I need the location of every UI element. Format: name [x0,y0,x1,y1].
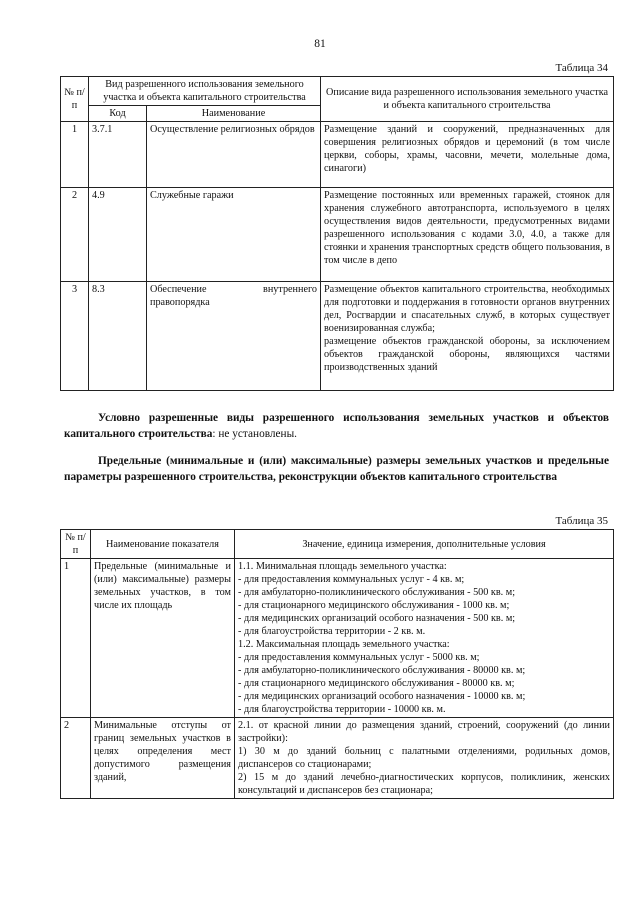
t35-row2-value [235,718,614,799]
t35-row1-value [235,559,614,718]
t35-row1-num: 1 [61,559,91,718]
list-item: - для медицинских организаций особого назначения - 500 кв. м; [238,613,516,624]
list-item: - для амбулаторно-поликлинического обслуживания - 500 кв. м; [238,587,516,598]
page-number: 81 [314,38,326,50]
t35-row1-name: Предельные (минимальные и (или) максимальные) размеры земельных участков, в том числе их площадь [91,559,235,718]
t34-row3-num: 3 [61,282,89,391]
t34-row3-name: Обеспечение внутреннего правопорядка [147,282,321,391]
t34-row2-name: Служебные гаражи [147,188,321,282]
table-row [61,282,614,391]
table-row [61,188,614,282]
t34-header-name: Наименование [147,106,321,122]
table-row [61,559,614,718]
list-item: - для амбулаторно-поликлинического обслуживания - 80000 кв. м; [238,665,526,676]
table-34 [60,76,614,391]
table34-caption: Таблица 34 [555,62,608,74]
t34-row3-desc-part1: Размещение объектов капитального строительства, необходимых для подготовки и поддержания в готовности органов внутренних дел, Росгвардии и спасательных служб, в которых существует военизированная служба; [324,284,611,334]
list-item: - для предоставления коммунальных услуг - 4 кв. м; [238,574,465,585]
t35-header-name: Наименование показателя [91,530,235,559]
limits-paragraph [64,453,609,485]
conditional-uses-paragraph [64,410,609,442]
t34-row2-desc: Размещение постоянных или временных гаражей, стоянок для хранения служебного автотранспорта, используемого в целях осуществления видов деятельности, предусмотренных видами разрешенного использования с кодами 3.0, 4.0, а также для стоянки и хранения транспортных средств общего пользования, в том числе в депо [321,188,614,282]
list-item: - для благоустройства территории - 10000 кв. м. [238,704,446,715]
list-item: 1) 30 м до зданий больниц с палатными отделениями, родильных домов, диспансеров со стационарами; [238,746,610,770]
table-35 [60,529,614,799]
list-item: 2) 15 м до зданий лечебно-диагностических корпусов, поликлиник, женских консультаций и диспансеров без стационара; [238,772,610,796]
list-item: 1.1. Минимальная площадь земельного участка: [238,561,447,572]
t34-row1-desc: Размещение зданий и сооружений, предназначенных для совершения религиозных обрядов и церемоний (в том числе церкви, соборы, храмы, часовни, мечети, молельные дома, синагоги) [321,122,614,188]
list-item: - для благоустройства территории - 2 кв. м. [238,626,426,637]
t35-header-num: № п/п [61,530,91,559]
list-item: - для медицинских организаций особого назначения - 10000 кв. м; [238,691,526,702]
t34-row3-code: 8.3 [89,282,147,391]
t34-row1-num: 1 [61,122,89,188]
t35-row2-num: 2 [61,718,91,799]
t34-row2-code: 4.9 [89,188,147,282]
t34-row3-desc [321,282,614,391]
t35-header-value: Значение, единица измерения, дополнительные условия [235,530,614,559]
t34-header-num: № п/п [61,77,89,122]
list-item: - для предоставления коммунальных услуг - 5000 кв. м; [238,652,480,663]
conditional-uses-rest: : не установлены. [212,428,298,440]
list-item: 1.2. Максимальная площадь земельного участка: [238,639,450,650]
t34-header-group: Вид разрешенного использования земельного участка и объекта капитального строительства [89,77,321,106]
t34-row3-desc-part2: размещение объектов гражданской обороны, за исключением объектов гражданской обороны, являющихся частями производственных зданий [324,336,611,373]
table-row [61,122,614,188]
list-item: - для стационарного медицинского обслуживания - 80000 кв. м; [238,678,515,689]
t35-row2-name: Минимальные отступы от границ земельных участков в целях определения мест допустимого размещения зданий, [91,718,235,799]
t34-header-code: Код [89,106,147,122]
limits-bold: Предельные (минимальные и (или) максимальные) размеры земельных участков и предельные параметры разрешенного строительства, реконструкции объектов капитального строительства [64,455,609,483]
t34-row1-code: 3.7.1 [89,122,147,188]
table35-caption: Таблица 35 [555,515,608,527]
t34-header-desc: Описание вида разрешенного использования земельного участка и объекта капитального строительства [321,77,614,122]
list-item: 2.1. от красной линии до размещения зданий, строений, сооружений (до линии застройки): [238,720,610,744]
table-row [61,718,614,799]
t34-row2-num: 2 [61,188,89,282]
t34-row1-name: Осуществление религиозных обрядов [147,122,321,188]
conditional-uses-bold: Условно разрешенные виды разрешенного использования земельных участков и объектов капитального строительства [64,412,609,440]
list-item: - для стационарного медицинского обслуживания - 1000 кв. м; [238,600,510,611]
